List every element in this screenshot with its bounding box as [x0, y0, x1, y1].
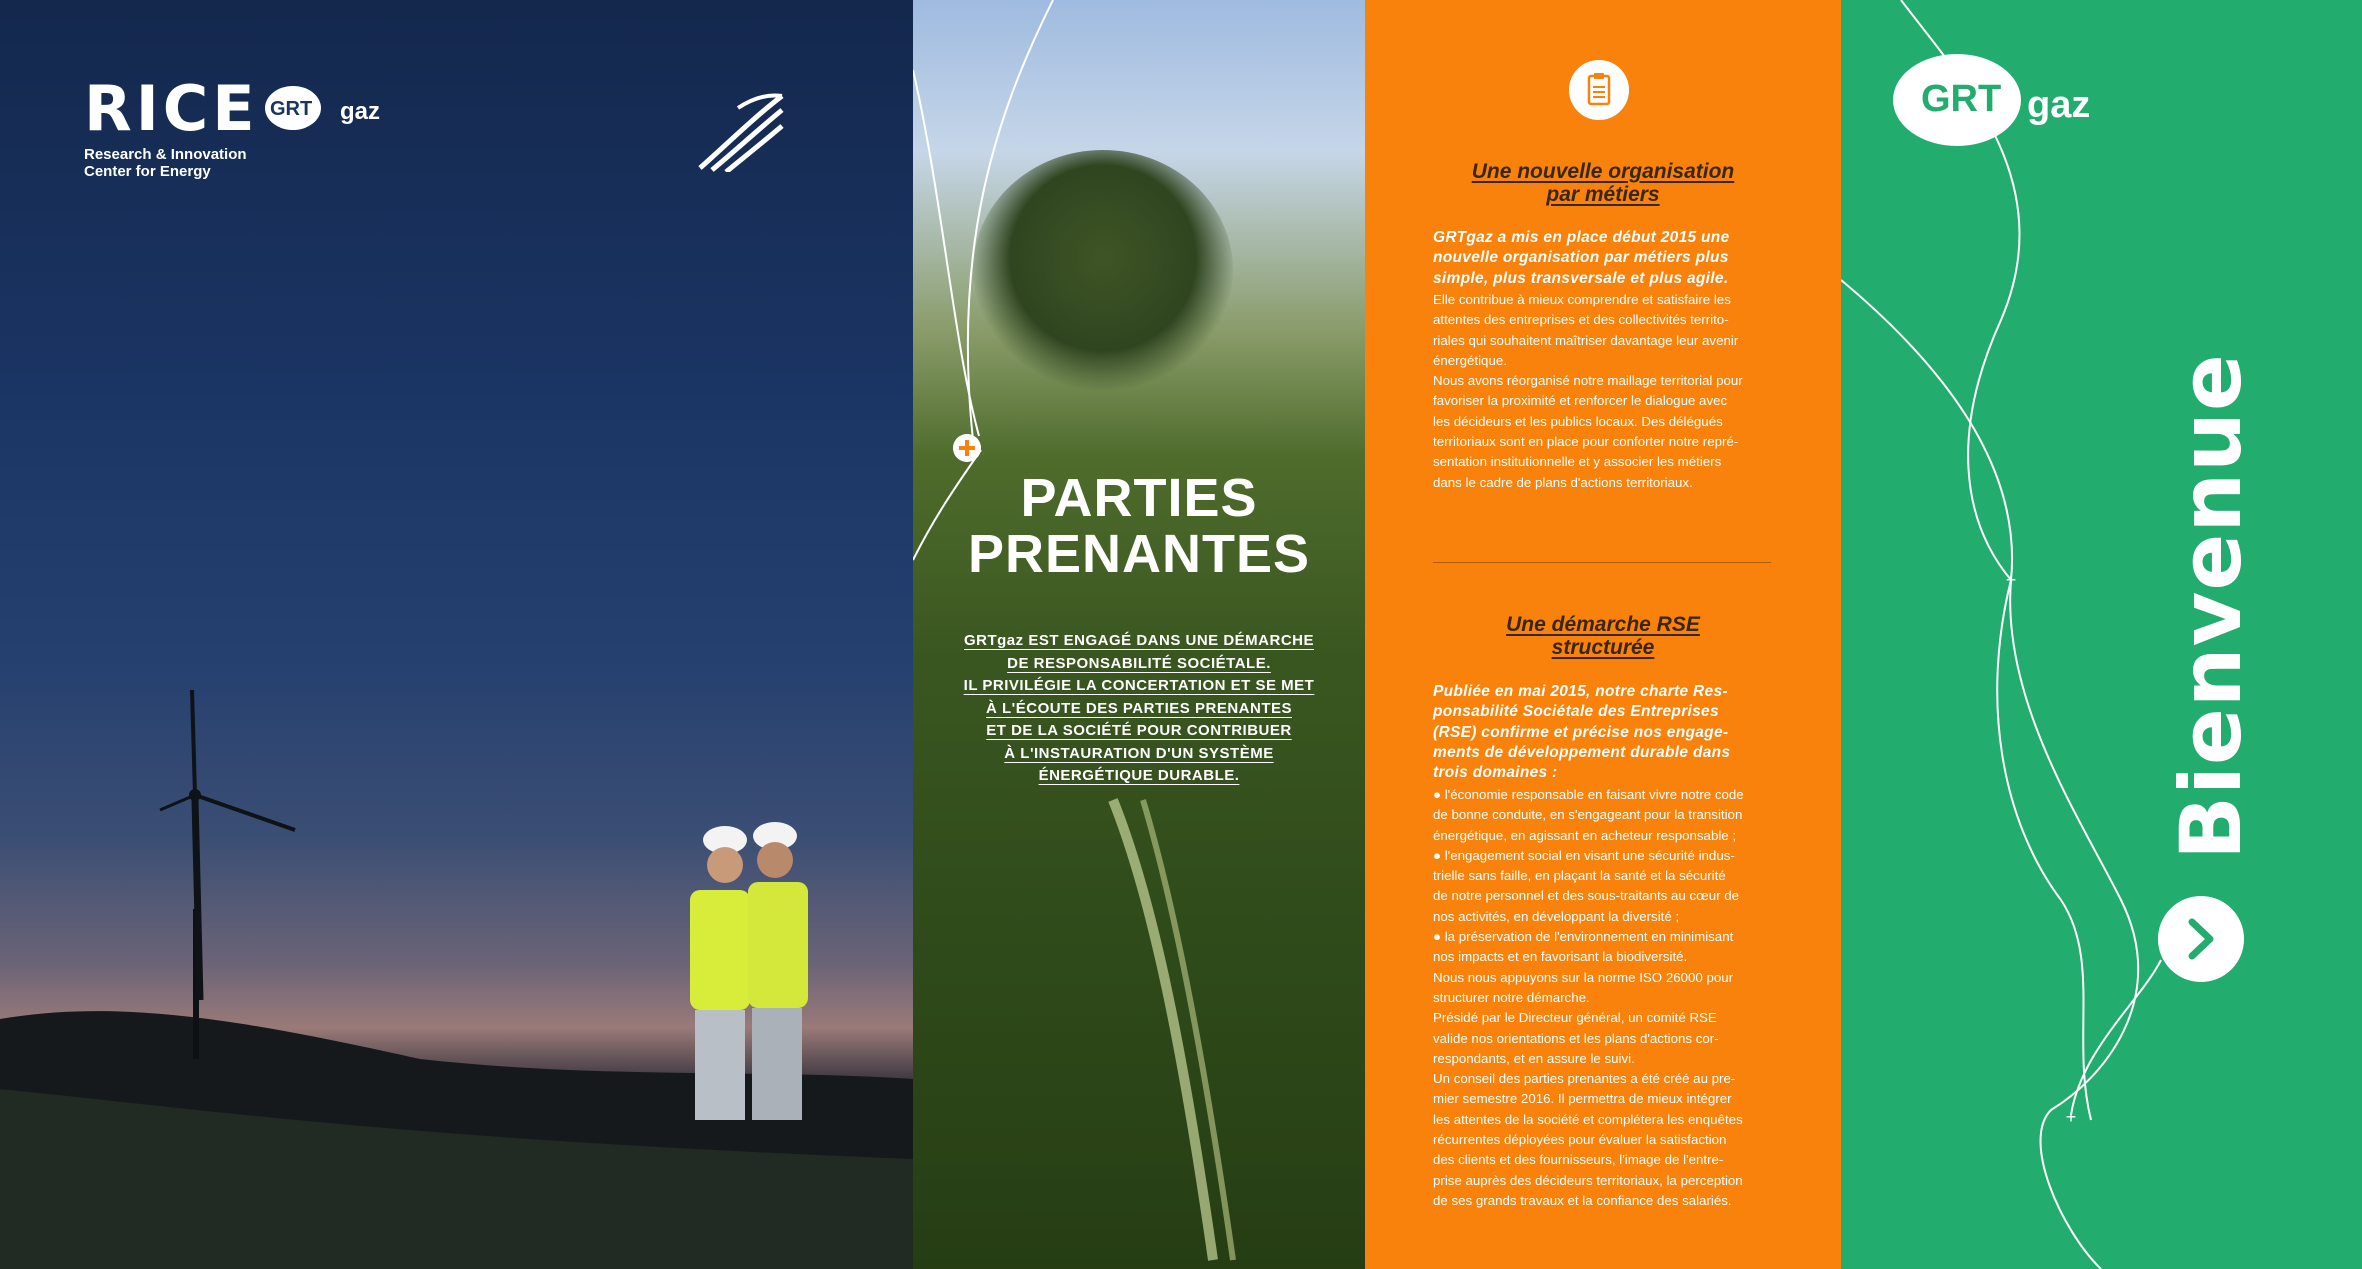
- rice-word: RICE: [84, 72, 259, 145]
- intro-line: À L'INSTAURATION D'UN SYSTÈME: [1004, 744, 1274, 762]
- intro-line: simple, plus transversale et plus agile.: [1433, 269, 1729, 287]
- body-line: sentation institutionnelle et y associer les métiers: [1433, 454, 1722, 470]
- heading-line: structurée: [1551, 636, 1655, 659]
- title-line-1: PARTIES: [1020, 468, 1258, 528]
- body-line: récurrentes déployées pour évaluer la satisfaction: [1433, 1132, 1727, 1148]
- intro-organisation: [1433, 228, 1793, 289]
- body-line: respondants, et en assure le suivi.: [1433, 1050, 1635, 1066]
- body-line: territoriaux sont en place pour conforter notre repré-: [1433, 434, 1739, 450]
- body-line: riales qui souhaitent maîtriser davantage leur avenir: [1433, 332, 1739, 348]
- decorative-curves: [1841, 0, 2362, 1269]
- intro-line: GRTgaz a mis en place début 2015 une: [1433, 229, 1730, 246]
- rice-subtitle-2: Center for Energy: [84, 163, 211, 180]
- green-welcome-panel: [1841, 0, 2362, 1269]
- body-line: les attentes de la société et complétera les enquêtes: [1433, 1111, 1743, 1127]
- body-line: de ses grands travaux et la confiance des salariés.: [1433, 1192, 1732, 1208]
- chevron-right-icon[interactable]: [2158, 896, 2244, 982]
- cross-marker-icon: +: [2065, 1107, 2077, 1127]
- body-line: prise auprès des décideurs territoriaux, la perception: [1433, 1172, 1743, 1188]
- intro-line: À L'ÉCOUTE DES PARTIES PRENANTES: [986, 699, 1292, 717]
- logo-gaz-text: gaz: [2027, 84, 2091, 126]
- body-line: ● l'engagement social en visant une sécurité indus-: [1433, 847, 1735, 863]
- orange-text-panel: [1365, 0, 1841, 1269]
- body-line: mier semestre 2016. Il permettra de mieux intégrer: [1433, 1091, 1732, 1107]
- intro-line: nouvelle organisation par métiers plus: [1433, 249, 1729, 267]
- intro-line: DE RESPONSABILITÉ SOCIÉTALE.: [1007, 654, 1271, 672]
- body-line: attentes des entreprises et des collectivités territo-: [1433, 312, 1729, 328]
- intro-line: (RSE) confirme et précise nos engage-: [1433, 723, 1729, 741]
- body-line: valide nos orientations et les plans d'actions cor-: [1433, 1030, 1719, 1046]
- body-organisation: [1433, 290, 1793, 493]
- body-line: des clients et des fournisseurs, l'image de l'entre-: [1433, 1152, 1724, 1168]
- intro-line: trois domaines :: [1433, 764, 1558, 782]
- intro-line: GRTgaz EST ENGAGÉ DANS UNE DÉMARCHE: [963, 632, 1315, 649]
- welcome-title: Bienvenue: [2162, 353, 2260, 860]
- rice-subtitle-1: Research & Innovation: [84, 146, 247, 163]
- intro-line: Publiée en mai 2015, notre charte Res-: [1433, 683, 1728, 700]
- body-line: nos activités, en développant la diversité ;: [1433, 908, 1680, 924]
- night-photo-panel: [0, 0, 913, 1269]
- intro-line: ÉNERGÉTIQUE DURABLE.: [1038, 767, 1240, 784]
- intro-line: ponsabilité Sociétale des Entreprises: [1433, 703, 1719, 721]
- body-line: ● l'économie responsable en faisant vivre notre code: [1433, 787, 1744, 802]
- heading-rse: [1365, 613, 1841, 659]
- body-line: Nous avons réorganisé notre maillage territorial pour: [1433, 373, 1743, 389]
- wind-turbine: [140, 680, 300, 1000]
- body-line: énergétique, en agissant en acheteur responsable ;: [1433, 827, 1737, 843]
- rice-logo: [84, 72, 381, 180]
- heading-line: Une nouvelle organisation: [1471, 160, 1735, 183]
- heading-line: par métiers: [1546, 183, 1660, 206]
- body-line: Un conseil des parties prenantes a été créé au pre-: [1433, 1071, 1736, 1087]
- body-line: dans le cadre de plans d'actions territoriaux.: [1433, 474, 1693, 490]
- intro-line: ET DE LA SOCIÉTÉ POUR CONTRIBUER: [986, 722, 1292, 739]
- section-divider: [1433, 562, 1771, 563]
- intro-line: IL PRIVILÉGIE LA CONCERTATION ET SE MET: [963, 677, 1315, 694]
- title-line-2: PRENANTES: [967, 524, 1311, 584]
- body-line: Elle contribue à mieux comprendre et satisfaire les: [1433, 292, 1731, 307]
- plus-icon: [953, 434, 981, 462]
- cross-marker-icon: +: [2005, 570, 2017, 590]
- field-photo-panel: [913, 0, 1365, 1269]
- badge-grt-text: GRT: [270, 98, 313, 120]
- body-line: structurer notre démarche.: [1433, 989, 1590, 1005]
- intro-text: [953, 630, 1325, 788]
- body-line: Nous nous appuyons sur la norme ISO 26000 pour: [1433, 969, 1734, 985]
- clipboard-icon: [1569, 60, 1629, 120]
- body-line: ● la préservation de l'environnement en minimisant: [1433, 929, 1734, 945]
- heading-organisation: [1365, 160, 1841, 206]
- badge-gaz-text: gaz: [340, 98, 381, 125]
- body-line: nos impacts et en favorisant la biodiversité.: [1433, 949, 1688, 965]
- body-line: Présidé par le Directeur général, un comité RSE: [1433, 1010, 1717, 1026]
- body-line: énergétique.: [1433, 352, 1507, 368]
- logo-grt-text: GRT: [1921, 78, 2002, 120]
- body-line: de notre personnel et des sous-traitants au cœur de: [1433, 888, 1739, 904]
- body-line: les décideurs et les publics locaux. Des délégués: [1433, 413, 1723, 429]
- body-line: favoriser la proximité et renforcer le dialogue avec: [1433, 393, 1728, 409]
- workers-illustration: [640, 820, 830, 1140]
- intro-line: ments de développement durable dans: [1433, 743, 1731, 761]
- heading-line: Une démarche RSE: [1506, 613, 1700, 636]
- body-line: de bonne conduite, en s'engageant pour la transition: [1433, 807, 1743, 823]
- body-rse: [1433, 785, 1793, 1211]
- wing-logo-icon: [698, 88, 784, 172]
- intro-rse: [1433, 682, 1793, 783]
- body-line: trielle sans faille, en plaçant la santé et la sécurité: [1433, 868, 1726, 884]
- section-title: [913, 470, 1365, 582]
